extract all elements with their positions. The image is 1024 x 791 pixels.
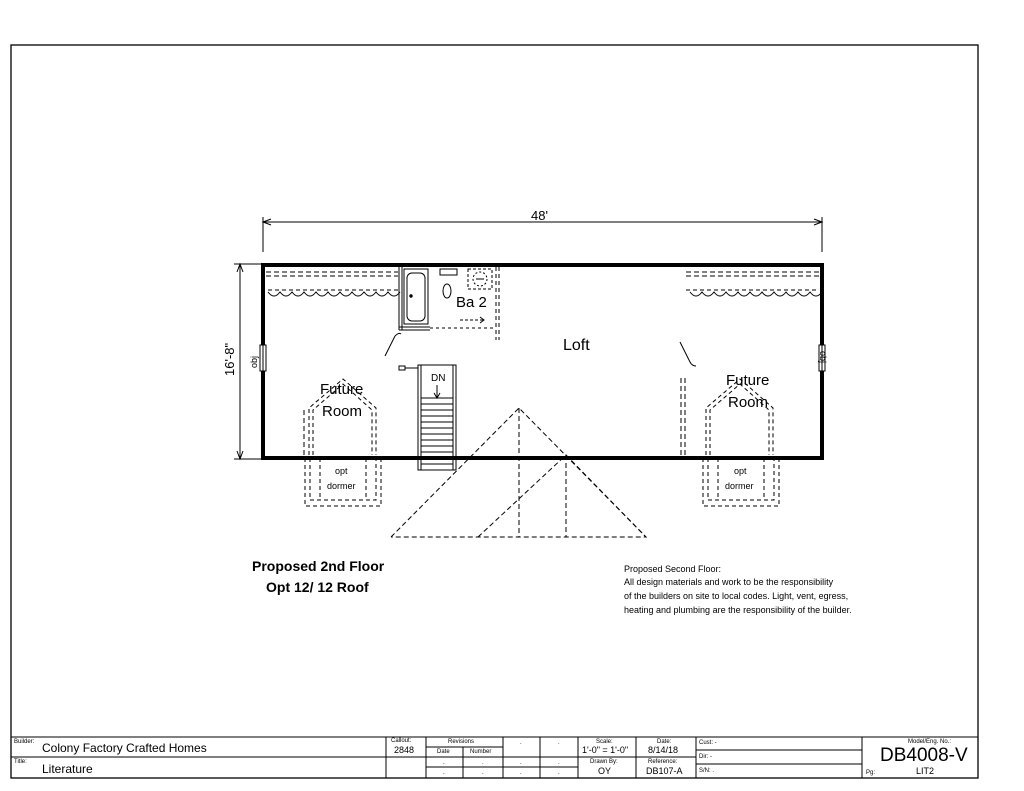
toilet	[443, 284, 451, 298]
dormer-left-label-1: opt	[335, 466, 348, 476]
model-number-label: Model/Eng. No.:	[908, 739, 952, 745]
window-left	[260, 345, 266, 371]
scale-value: 1'-0" = 1'-0"	[582, 745, 629, 755]
revision-dot-7: .	[520, 760, 522, 766]
shower	[468, 269, 492, 289]
notes-line-3: heating and plumbing are the responsibility of the builder.	[624, 605, 852, 615]
bathtub	[404, 269, 428, 324]
builder-label: Builder:	[14, 739, 35, 745]
date-value: 8/14/18	[648, 745, 679, 755]
revision-dot-6: .	[558, 740, 560, 746]
customer-label: Cust: -	[699, 740, 717, 746]
model-number-value: DB4008-V	[880, 745, 968, 766]
room-label-future-right-2: Room	[728, 394, 769, 411]
revision-date-header: Date	[437, 749, 450, 755]
bath-door-arrow	[460, 317, 484, 323]
title-label: Title:	[14, 759, 27, 765]
notes-line-2: of the builders on site to local codes. Light, vent, egress,	[624, 591, 849, 601]
caption-line-2: Opt 12/ 12 Roof	[266, 579, 369, 595]
page-label: Pg:	[866, 770, 876, 776]
room-label-bath: Ba 2	[456, 294, 487, 311]
notes-heading: Proposed Second Floor:	[624, 564, 722, 574]
drawn-by-label: Drawn By:	[590, 759, 618, 765]
room-label-future-left-1: Future	[320, 381, 364, 398]
title-value: Literature	[42, 762, 93, 776]
revision-dot-8: .	[558, 760, 560, 766]
dormer-right-label-2: dormer	[725, 481, 754, 491]
notes-line-1: All design materials and work to be the responsibility	[624, 577, 834, 587]
dormer-right-label-1: opt	[734, 466, 747, 476]
serial-number-label: S/N: .	[699, 768, 715, 774]
dormer-left-label-2: dormer	[327, 481, 356, 491]
callout-label: Callout:	[391, 738, 412, 744]
reference-label: Reference:	[648, 759, 678, 765]
right-partition	[681, 378, 685, 455]
revision-dot-9: .	[520, 770, 522, 776]
sheet-border	[11, 45, 978, 778]
roof-gable-outline	[391, 408, 646, 537]
knee-wall-right	[686, 272, 822, 296]
drawn-by-value: OY	[598, 766, 612, 776]
window-right-label: obj	[818, 351, 828, 364]
room-label-future-right-1: Future	[726, 372, 770, 389]
revision-dot-5: .	[520, 740, 522, 746]
revision-number-header: Number	[470, 749, 492, 755]
bath-door	[385, 333, 401, 356]
knee-wall-left	[266, 272, 400, 296]
room-label-loft: Loft	[563, 337, 590, 354]
scale-label: Scale:	[596, 739, 613, 745]
revisions-label: Revisions	[448, 739, 475, 745]
revision-dot-2: .	[482, 760, 484, 766]
revision-dot-4: .	[482, 770, 484, 776]
stair	[399, 365, 456, 470]
loft-door-right	[680, 342, 696, 366]
window-left-label: obj	[249, 355, 259, 368]
callout-value: 2848	[394, 745, 415, 755]
page-value: LIT2	[916, 766, 935, 776]
vanity	[440, 269, 457, 275]
reference-value: DB107-A	[646, 766, 683, 776]
revision-dot-10: .	[558, 770, 560, 776]
dir-label: Dir: -	[699, 754, 712, 760]
builder-value: Colony Factory Crafted Homes	[42, 741, 207, 755]
caption-line-1: Proposed 2nd Floor	[252, 558, 385, 574]
room-label-future-left-2: Room	[322, 403, 363, 420]
revision-dot-3: .	[443, 770, 445, 776]
date-label: Date:	[657, 739, 672, 745]
width-dimension-label: 48'	[531, 208, 548, 223]
stair-direction-label: DN	[431, 373, 446, 384]
exterior-wall	[263, 265, 822, 458]
future-room-right-outline	[706, 379, 773, 455]
height-dimension-label: 16'-8"	[222, 342, 237, 376]
revision-dot-1: .	[443, 760, 445, 766]
